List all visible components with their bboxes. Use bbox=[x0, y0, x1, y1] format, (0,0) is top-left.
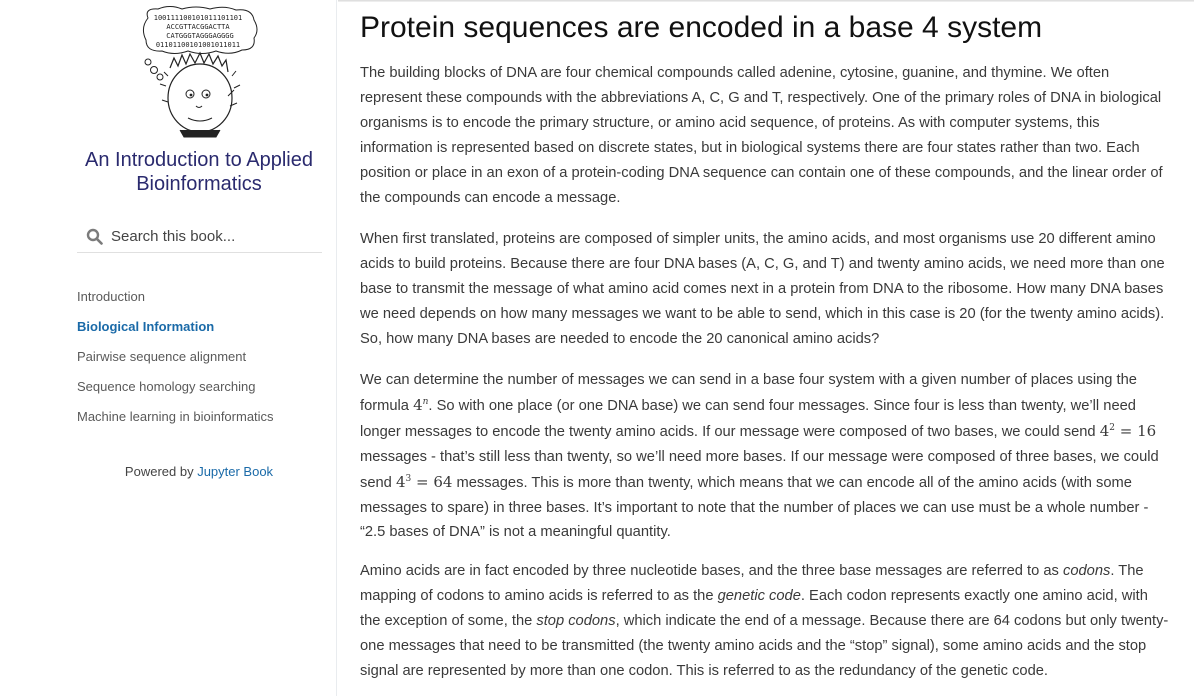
book-logo[interactable] bbox=[140, 6, 260, 138]
sidebar bbox=[0, 0, 337, 696]
term-genetic-code: genetic code bbox=[717, 587, 801, 604]
sidebar-item-introduction[interactable]: Introduction bbox=[77, 289, 145, 304]
formula-4-2: $4^2 = 16$ bbox=[1099, 421, 1157, 440]
logo-line-4: 01101100101001011011 bbox=[155, 41, 241, 49]
formula-4-3: $4^3 = 64$ bbox=[395, 472, 453, 491]
logo-line-2: ACCGTTACGGACTTA bbox=[166, 23, 230, 31]
sidebar-item-biological-information[interactable]: Biological Information bbox=[77, 319, 215, 334]
sidebar-item-machine-learning[interactable]: Machine learning in bioinformatics bbox=[77, 409, 274, 424]
paragraph-4: Amino acids are in fact encoded by three nucleotide bases, and the three base messages are referred to as codons. The mapping of codons to amino acids is referred to as the genetic code. Each codon represents exactly one amino acid, with the exception of some, the stop codons, which indicate the end of a message. Because there are 64 codons but only twenty-one messages that need to be transmitted (the twenty amino acids and the “stop” signal), some amino acids and the stop signal are represented by more than one codon. This is referred to as the redundancy of the genetic code. bbox=[360, 563, 1169, 679]
site-title[interactable]: An Introduction to Applied Bioinformatics bbox=[85, 149, 313, 195]
page-title: Protein sequences are encoded in a base 4 system bbox=[360, 11, 1043, 44]
search-icon bbox=[86, 228, 103, 245]
term-codons: codons bbox=[1062, 563, 1111, 579]
powered-by-text: Powered by bbox=[124, 464, 198, 479]
paragraph-3 bbox=[360, 368, 1172, 545]
sidebar-nav bbox=[77, 286, 332, 436]
paragraph-2: When first translated, proteins are composed of simpler units, the amino acids, and most organisms use 20 different amino acids to build proteins. Because there are four DNA bases (A, C, G, and T) and twenty amino acids, we need more than one base to transmit the message of what amino acid comes next in a protein from DNA to the ribosome. How many DNA bases we need depends on how many messages we want to be able to send, which in this case is 20 (for the twenty amino acids). So, how many DNA bases are needed to encode the 20 canonical amino acids? bbox=[360, 231, 1165, 347]
logo-line-1: 100111100101011101101 bbox=[153, 14, 243, 22]
powered-by bbox=[62, 464, 336, 479]
paragraph-3-text-4: messages. This is more than twenty, which means that we can encode all of the amino acids (with some messages to spare) in three bases. It’s important to note that the number of places we can use must be a whole number - “2.5 bases of DNA” is not a meaningful quantity. bbox=[360, 474, 1149, 541]
topbar-divider bbox=[338, 0, 1194, 2]
logo-line-3: CATGGGTAGGGAGGGG bbox=[166, 32, 234, 40]
paragraph-3-text-3: messages - that’s still less than twenty, so we’ll need more bases. If our message were composed of three bases, we could send bbox=[360, 448, 1159, 491]
paragraph-3-text-1: We can determine the number of messages we can send in a base four system with a given number of places using the formula bbox=[360, 372, 1137, 414]
sidebar-item-pairwise-sequence-alignment[interactable]: Pairwise sequence alignment bbox=[77, 349, 247, 364]
term-stop-codons: stop codons bbox=[536, 612, 616, 629]
paragraph-1: The building blocks of DNA are four chemical compounds called adenine, cytosine, guanine, and thymine. We often represent these compounds with the abbreviations A, C, G and T, respectively. One of the primary roles of DNA in biological organisms is to encode the primary structure, or amino acid sequence, of proteins. As with computer systems, this information is represented based on discrete states, but in biological systems there are four states rather than two. Each position or place in an exon of a protein-coding DNA sequence can contain one of these compounds, and the linear order of the compounds can encode a message. bbox=[360, 65, 1163, 206]
search-input[interactable] bbox=[111, 225, 311, 247]
jupyter-book-link[interactable]: Jupyter Book bbox=[197, 464, 274, 479]
paragraph-3-text-2: . So with one place (or one DNA base) we can send four messages. Since four is less than twenty, we’ll need longer messages to encode the twenty amino acids. If our message were composed of two bases, we could send bbox=[360, 397, 1136, 440]
search-box[interactable] bbox=[77, 220, 322, 253]
sidebar-item-sequence-homology-searching[interactable]: Sequence homology searching bbox=[77, 379, 256, 394]
formula-4-n: 4$^n$ bbox=[413, 395, 429, 414]
